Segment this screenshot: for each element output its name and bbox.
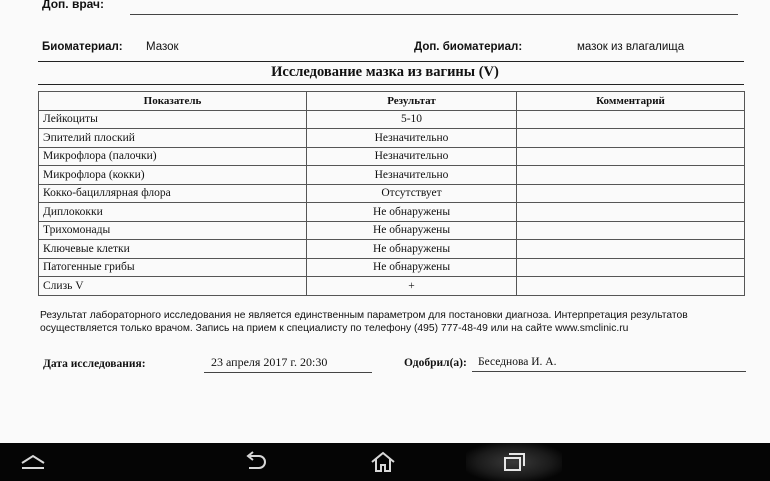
biomaterial-value: Мазок [146, 41, 179, 53]
section-title: Исследование мазка из вагины (V) [271, 64, 499, 80]
table-row [39, 110, 745, 129]
column-header-result: Результат [307, 92, 517, 111]
result-cell: Незначительно [307, 147, 517, 166]
comment-cell [517, 240, 745, 259]
comment-cell [517, 277, 745, 296]
home-button[interactable] [360, 443, 406, 481]
system-navigation-bar [0, 443, 770, 481]
table-row [39, 147, 745, 166]
result-cell: 5-10 [307, 110, 517, 129]
comment-cell [517, 221, 745, 240]
comment-cell [517, 166, 745, 185]
table-row [39, 240, 745, 259]
comment-cell [517, 258, 745, 277]
extra-biomaterial-label: Доп. биоматериал: [414, 41, 523, 53]
back-button[interactable] [232, 443, 278, 481]
recent-apps-button[interactable] [491, 443, 537, 481]
indicator-cell: Эпителий плоский [39, 129, 307, 148]
indicator-cell: Кокко-бациллярная флора [39, 184, 307, 203]
title-top-rule [38, 61, 744, 62]
comment-cell [517, 147, 745, 166]
results-table [38, 91, 745, 296]
indicator-cell: Трихомонады [39, 221, 307, 240]
collapse-up-button[interactable] [10, 443, 56, 481]
extra-biomaterial-value: мазок из влагалища [577, 41, 685, 53]
indicator-cell: Микрофлора (кокки) [39, 166, 307, 185]
indicator-cell: Лейкоциты [39, 110, 307, 129]
table-row [39, 129, 745, 148]
table-row [39, 203, 745, 222]
result-cell: Отсутствует [307, 184, 517, 203]
result-cell: Не обнаружены [307, 258, 517, 277]
indicator-cell: Слизь V [39, 277, 307, 296]
result-cell: Незначительно [307, 129, 517, 148]
extra-doctor-line [130, 14, 738, 15]
table-header-row [39, 92, 745, 111]
collapse-up-icon [19, 452, 47, 472]
back-icon [242, 451, 268, 473]
indicator-cell: Ключевые клетки [39, 240, 307, 259]
result-cell: Не обнаружены [307, 221, 517, 240]
indicator-cell: Микрофлора (палочки) [39, 147, 307, 166]
column-header-indicator: Показатель [39, 92, 307, 111]
study-date-label: Дата исследования: [43, 358, 146, 370]
result-cell: + [307, 277, 517, 296]
result-cell: Незначительно [307, 166, 517, 185]
indicator-cell: Патогенные грибы [39, 258, 307, 277]
comment-cell [517, 184, 745, 203]
table-row [39, 258, 745, 277]
table-row [39, 221, 745, 240]
disclaimer-line-2: осуществляется только врачом. Запись на прием к специалисту по телефону (495) 777-48-49 или на сайте www.smclinic.ru [40, 323, 629, 334]
column-header-comment: Комментарий [517, 92, 745, 111]
disclaimer-line-1: Результат лабораторного исследования не является единственным параметром для постановки диагноза. Интерпретация результатов [40, 310, 688, 321]
approved-by-value: Беседнова И. А. [478, 356, 557, 368]
comment-cell [517, 203, 745, 222]
extra-doctor-label: Доп. врач: [42, 0, 104, 11]
comment-cell [517, 129, 745, 148]
study-date-line [204, 372, 372, 373]
result-cell: Не обнаружены [307, 240, 517, 259]
approved-by-label: Одобрил(а): [404, 357, 467, 369]
result-cell: Не обнаружены [307, 203, 517, 222]
title-bottom-rule [38, 84, 744, 85]
table-row [39, 184, 745, 203]
indicator-cell: Диплококки [39, 203, 307, 222]
table-row [39, 166, 745, 185]
comment-cell [517, 110, 745, 129]
table-row [39, 277, 745, 296]
biomaterial-label: Биоматериал: [42, 41, 123, 53]
study-date-value: 23 апреля 2017 г. 20:30 [211, 355, 328, 369]
recent-apps-icon [501, 451, 527, 473]
approved-by-line [472, 371, 746, 372]
home-icon [370, 451, 396, 473]
